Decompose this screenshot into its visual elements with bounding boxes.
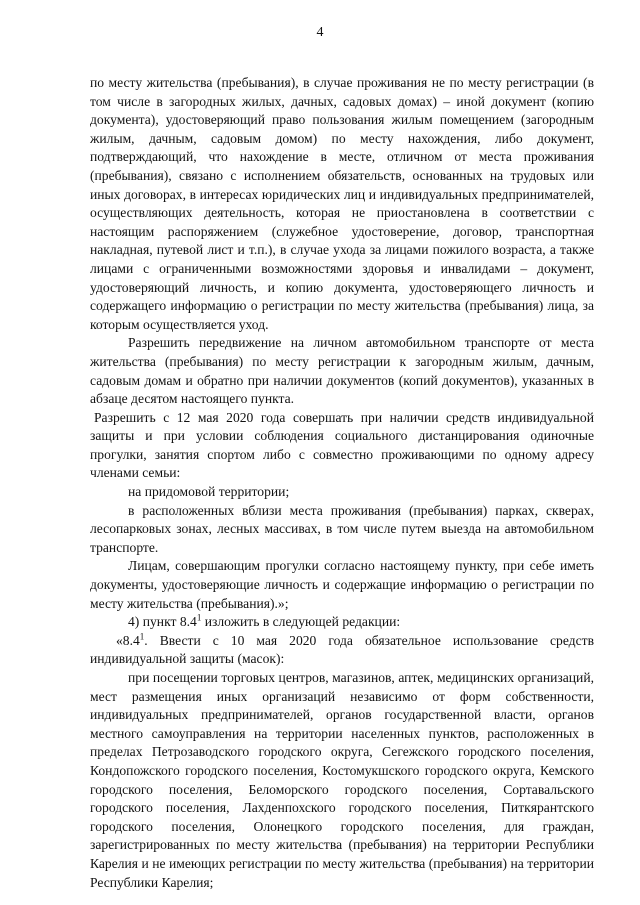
paragraph-mask-requirement bbox=[90, 632, 594, 669]
page-number: 4 bbox=[316, 25, 324, 40]
paragraph-walks-permission: Разрешить с 12 мая 2020 года совершать при наличии средств индивидуальной защиты и при условии соблюдения социального дистанцирования одиночные прогулки, занятия спортом либо с совместно проживающими по одному адресу членами семьи: bbox=[90, 409, 594, 481]
item-4-text-after: изложить в следующей редакции: bbox=[201, 614, 401, 630]
paragraph-walkers-documents: Лицам, совершающим прогулки согласно настоящему пункту, при себе иметь документы, удостоверяющие личность и содержащие информацию о регистрации по месту жительства (пребывания).»; bbox=[90, 558, 594, 611]
mask-text-after: . Ввести с 10 мая 2020 года обязательное использование средств индивидуальной защиты (масок): bbox=[90, 632, 594, 667]
item-4-superscript: 1 bbox=[196, 612, 202, 623]
paragraph-documents-list: по месту жительства (пребывания), в случае проживания не по месту регистрации (в том числе в загородных жилых, дачных, садовых домах) – иной документ (копию документа), удостоверяющий право пользования жилым помещением (загородным жилым, дачным, садовым домом) по месту нахождения, либо документ, подтверждающий, что нахождение в месте, отличном от места проживания (пребывания), связано с исполнением обязательств, основанных на трудовых или иных договорах, в интересах юридических лиц и индивидуальных предпринимателей, осуществляющих деятельность, которая не приостановлена в соответствии с настоящим распоряжением (служебное удостоверение, договор, транспортная накладная, путевой лист и т.п.), в случае ухода за лицами пожилого возраста, а также лицами с ограниченными возможностями здоровья и инвалидами – документ, удостоверяющий личность, и копию документа, удостоверяющего личность и содержащего информацию о регистрации по месту жительства (пребывания) лица, за которым осуществляется уход. bbox=[90, 75, 594, 332]
paragraph-yard-territory: на придомовой территории; bbox=[128, 484, 290, 500]
paragraph-parks: в расположенных вблизи места проживания (пребывания) парках, скверах, лесопарковых зонах, лесных массивах, в том числе путем выезда на автомобильном транспорте. bbox=[90, 502, 594, 555]
item-4-text-before: 4) пункт 8.4 bbox=[128, 614, 197, 630]
paragraph-car-travel: Разрешить передвижение на личном автомобильном транспорте от места жительства (пребывания) по месту регистрации к загородным жилым, дачным, садовым домам и обратно при наличии документов (копий документов), указанных в абзаце десятом настоящего пункта. bbox=[90, 335, 594, 407]
mask-superscript: 1 bbox=[139, 631, 145, 642]
paragraph-item-4 bbox=[90, 613, 594, 632]
document-body bbox=[90, 74, 594, 892]
paragraph-mask-places: при посещении торговых центров, магазинов, аптек, медицинских организаций, мест размещения иных организаций независимо от форм собственности, индивидуальных предпринимателей, органов государственной власти, органов местного самоуправления на территории населенных пунктов, расположенных в пределах Петрозаводского городского округа, Сегежского городского поселения, Кондопожского городского поселения, Костомукшского городского округа, Кемского городского поселения, Беломорского городского поселения, Сортавальского городского поселения, Лахденпохского городского поселения, Питкярантского городского поселения, Олонецкого городского поселения, для граждан, зарегистрированных по месту жительства (пребывания) на территории Республики Карелия и не имеющих регистрации по месту жительства (пребывания) на территории Республики Карелия; bbox=[90, 670, 594, 890]
mask-text-before: «8.4 bbox=[116, 632, 140, 648]
